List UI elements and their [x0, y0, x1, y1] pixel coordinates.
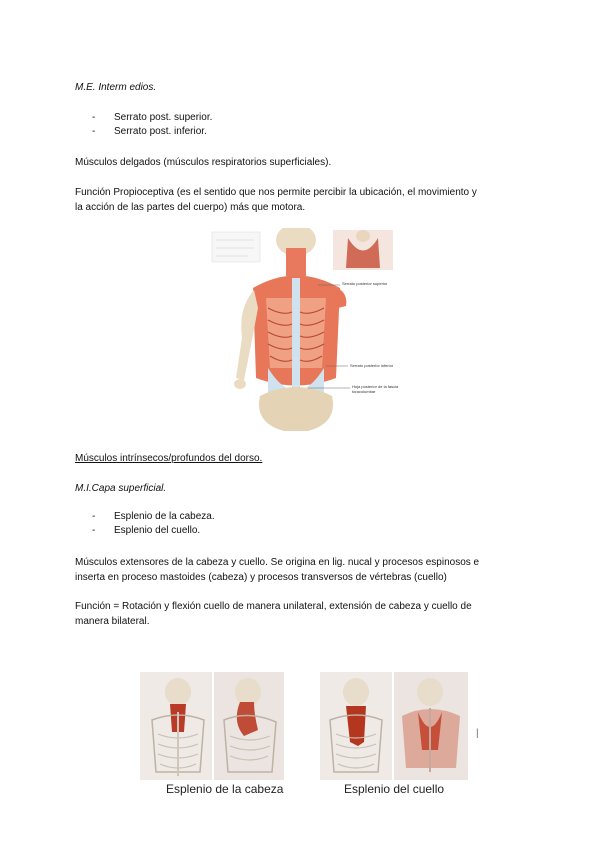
section-heading-intermedios: M.E. Interm edios.: [75, 82, 157, 93]
paragraph: inserta en proceso mastoides (cabeza) y procesos transversos de vértebras (cuello): [75, 572, 447, 583]
section-heading-intrinsecos: Músculos intrínsecos/profundos del dorso.: [75, 453, 263, 464]
esplenio-cabeza-figure: [140, 672, 284, 780]
bullet-dash: -: [92, 511, 96, 522]
esplenio-cuello-figure: [320, 672, 468, 780]
list-item-label: Esplenio del cuello.: [114, 525, 201, 536]
figure-label: Serrato posterior inferior: [350, 363, 394, 368]
paragraph: Función = Rotación y flexión cuello de manera unilateral, extensión de cabeza y cuello de: [75, 601, 472, 612]
list-item: [92, 510, 392, 524]
section-subheading: M.I.Capa superficial.: [75, 483, 167, 494]
paragraph: la acción de las partes del cuerpo) más que motora.: [75, 202, 306, 213]
list-item: [92, 125, 392, 139]
bullet-dash: -: [92, 112, 96, 123]
paragraph: Función Propioceptiva (es el sentido que nos permite percibir la ubicación, el movimiento y: [75, 187, 477, 198]
list-item-label: Esplenio de la cabeza.: [114, 511, 215, 522]
paragraph: Músculos extensores de la cabeza y cuello. Se origina en lig. nucal y procesos espinosos e: [75, 557, 480, 568]
list-item: [92, 524, 392, 538]
bullet-dash: -: [92, 126, 96, 137]
back-muscles-figure: [208, 228, 408, 433]
list-item: [92, 111, 392, 125]
figure-caption: Esplenio de la cabeza: [166, 782, 284, 796]
figure-label: Serrato posterior superior: [342, 281, 388, 286]
paragraph: manera bilateral.: [75, 616, 150, 627]
figure-label: Hoja posterior de la fascia toracolumbar: [352, 384, 399, 394]
list-item-label: Serrato post. superior.: [114, 112, 213, 123]
figure-caption: Esplenio del cuello: [344, 782, 445, 796]
list-item-label: Serrato post. inferior.: [114, 126, 207, 137]
paragraph: Músculos delgados (músculos respiratorios superficiales).: [75, 157, 332, 168]
page-mark: |: [476, 728, 479, 739]
bullet-dash: -: [92, 525, 96, 536]
